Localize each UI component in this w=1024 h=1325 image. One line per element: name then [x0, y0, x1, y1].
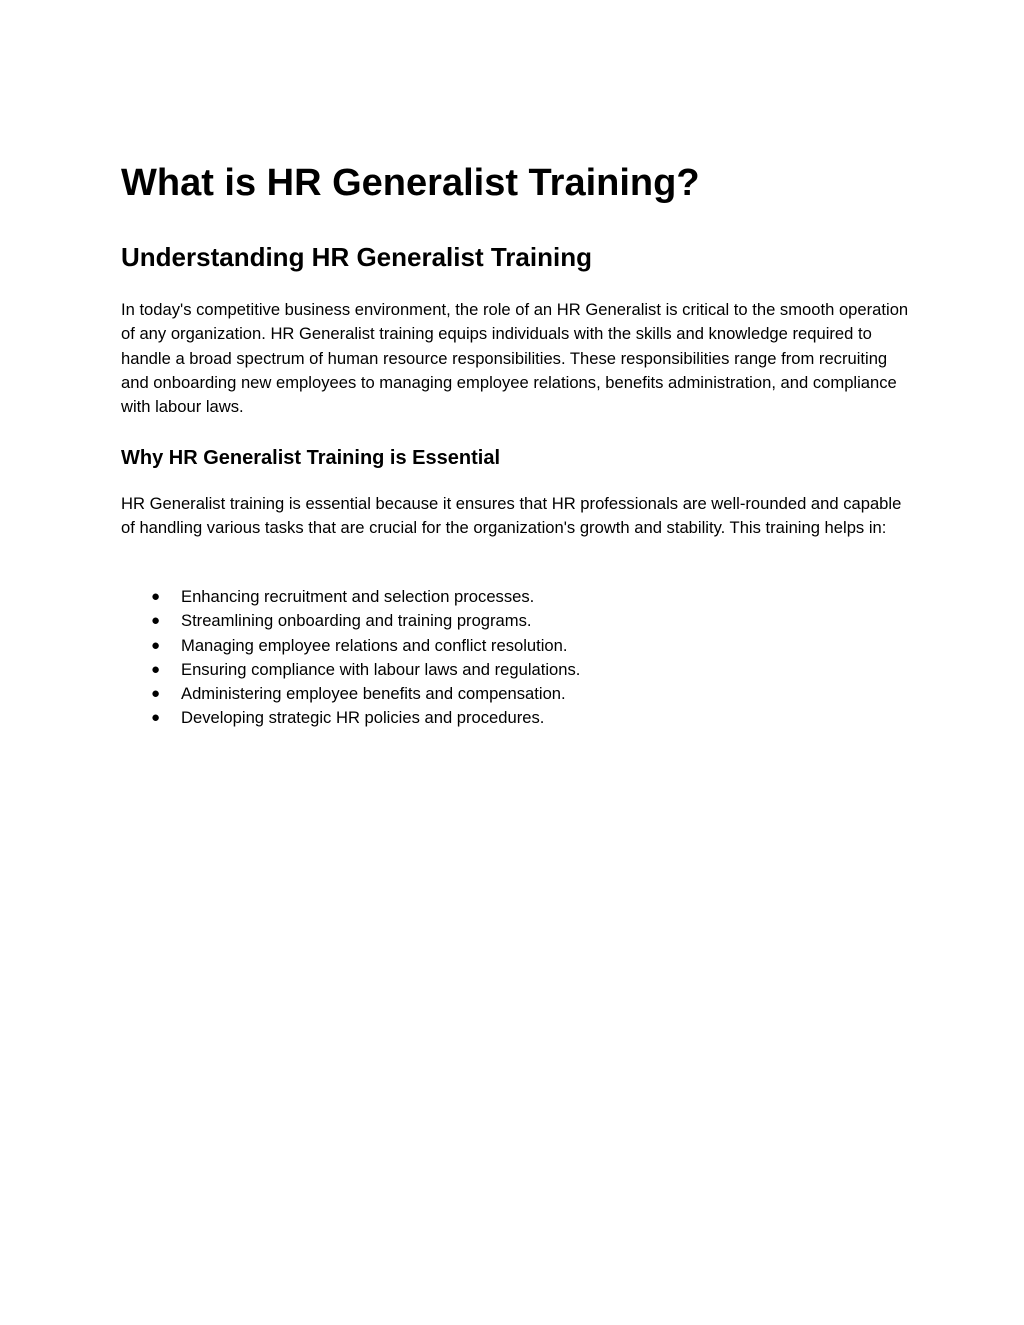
essential-paragraph: HR Generalist training is essential because it ensures that HR professionals are well-rounded and capable of handling various tasks that are crucial for the organization's growth and stability. This training helps in: — [121, 494, 902, 538]
bullet-icon: ● — [151, 612, 161, 630]
bullet-icon: ● — [151, 709, 161, 727]
page-title: What is HR Generalist Training? — [121, 162, 700, 204]
list-item — [121, 634, 580, 658]
section-heading-understanding: Understanding HR Generalist Training — [121, 242, 592, 272]
list-item — [121, 706, 580, 730]
list-item-text: Ensuring compliance with labour laws and regulations. — [181, 659, 581, 679]
intro-paragraph: In today's competitive business environment, the role of an HR Generalist is critical to the smooth operation of any organization. HR Generalist training equips individuals with the skills and knowledge required to handle a broad spectrum of human resource responsibilities. These responsibilities range from recruiting and onboarding new employees to managing employee relations, benefits administration, and compliance with labour laws. — [121, 300, 909, 417]
list-item-text: Managing employee relations and conflict resolution. — [181, 635, 568, 655]
list-item-text: Administering employee benefits and compensation. — [181, 684, 566, 704]
benefits-bullet-list — [121, 585, 580, 731]
list-item-text: Enhancing recruitment and selection processes. — [181, 587, 535, 606]
section-heading-why-essential: Why HR Generalist Training is Essential — [121, 447, 500, 469]
bullet-icon: ● — [151, 660, 161, 678]
list-item-text: Developing strategic HR policies and procedures. — [181, 708, 545, 728]
list-item — [121, 658, 580, 682]
bullet-icon: ● — [151, 685, 161, 703]
bullet-icon: ● — [151, 588, 161, 605]
list-item-text: Streamlining onboarding and training programs. — [181, 611, 532, 631]
list-item — [121, 609, 580, 633]
bullet-icon: ● — [151, 636, 161, 654]
list-item — [121, 585, 580, 609]
list-item — [121, 682, 580, 706]
